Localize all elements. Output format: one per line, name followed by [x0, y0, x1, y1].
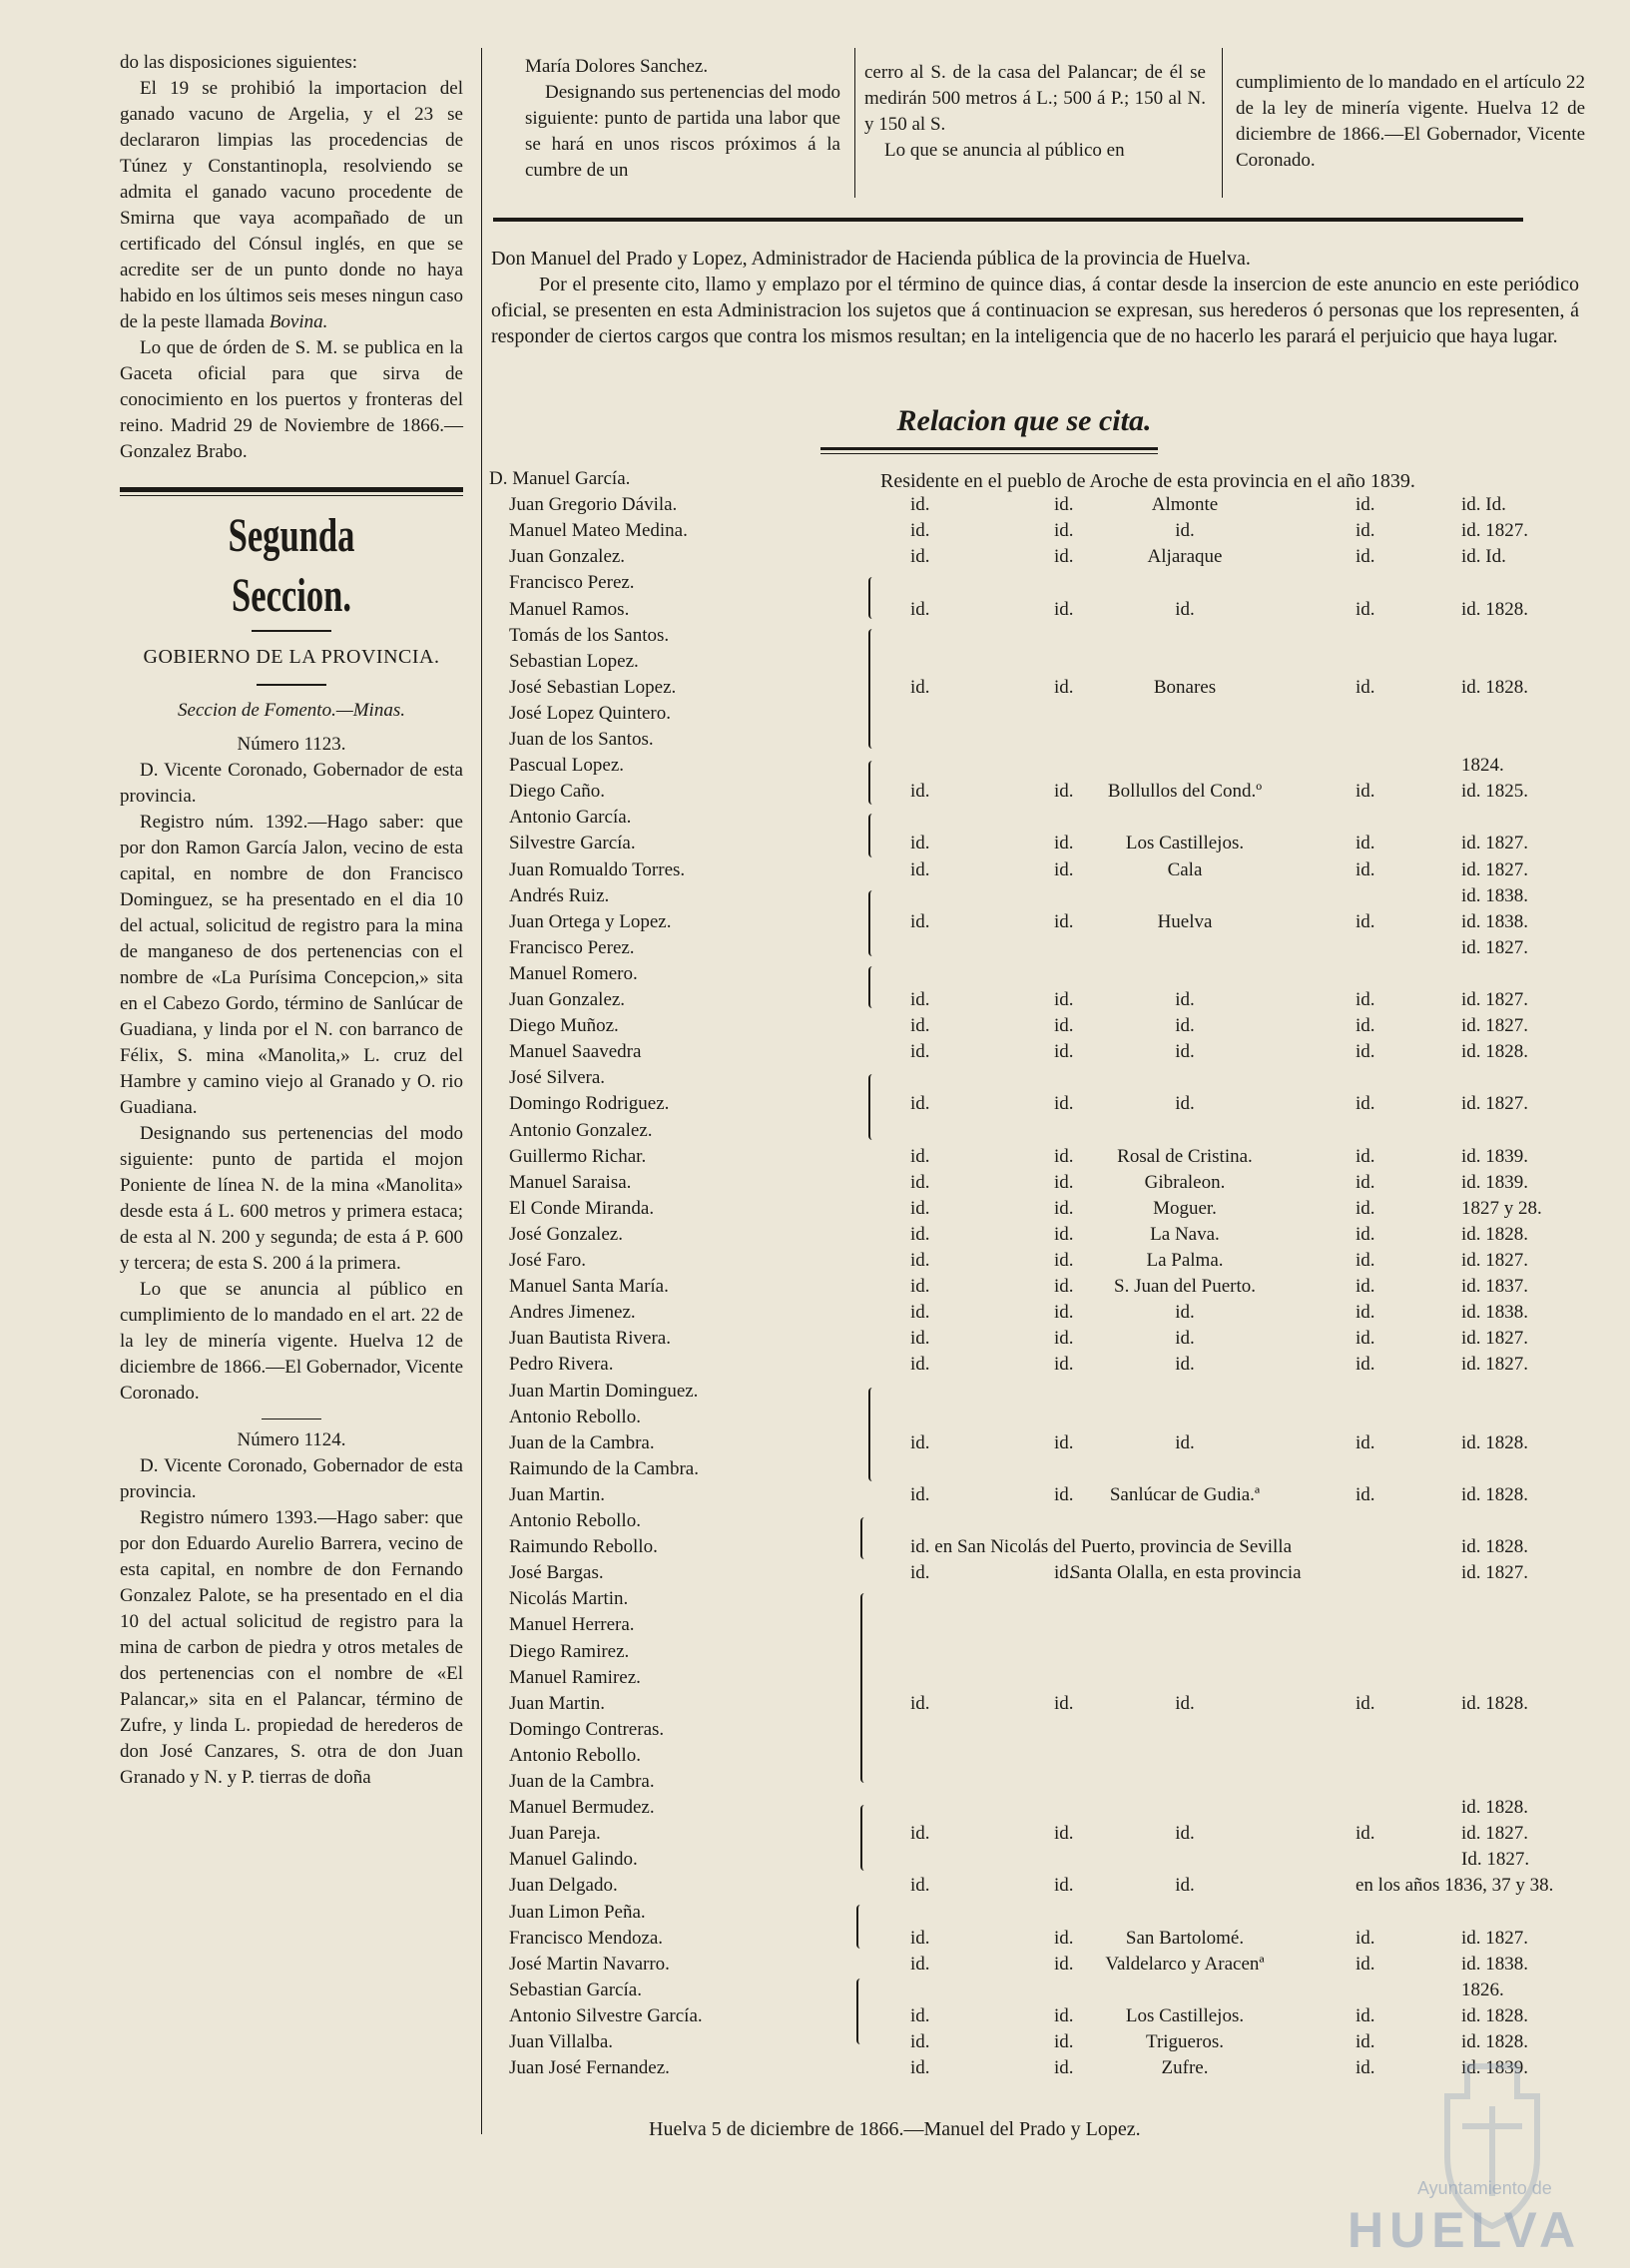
rel-col-a: id.: [910, 858, 930, 880]
rel-col-c: id.: [1175, 520, 1195, 542]
number-1124: Número 1124.: [237, 1429, 346, 1450]
rel-col-c: Cala: [1167, 858, 1203, 880]
rel-name: Juan Villalba.: [509, 2031, 614, 2052]
rel-col-a: id.: [910, 989, 930, 1010]
rel-name: Juan de la Cambra.: [509, 1431, 655, 1453]
rel-col-b: id.: [1054, 1953, 1074, 1975]
governor-1: D. Vicente Coronado, Gobernador de esta provincia.: [120, 760, 463, 807]
rel-col-d: id.: [1356, 1041, 1375, 1063]
rel-name: Manuel Santa María.: [509, 1276, 669, 1298]
col1-p2-italic: Bovina.: [269, 311, 328, 332]
rel-col-a: id.: [910, 1354, 930, 1376]
rel-col-e: id. 1827.: [1461, 1015, 1529, 1037]
governor-2: D. Vicente Coronado, Gobernador de esta provincia.: [120, 1455, 463, 1502]
rel-col-b: id.: [1054, 1483, 1074, 1505]
rel-name: Manuel Romero.: [509, 962, 638, 984]
rel-col-a: id.: [910, 598, 930, 620]
col1-p6: Lo que se anuncia al público en cumplimiento de lo mandado en el art. 22 de la ley de minería vigente. Huelva 12 de diciembre de 1866.—El Gobernador, Vicente Coronado.: [120, 1279, 463, 1404]
relation-title-rule-thin: [820, 453, 1158, 454]
rel-name: Juan Gonzalez.: [509, 546, 626, 568]
rel-col-c: Aljaraque: [1147, 546, 1223, 568]
rel-name: Manuel Saavedra: [509, 1041, 642, 1063]
rel-col-a: id. en San Nicolás del Puerto, provincia de Sevilla: [910, 1536, 1293, 1558]
rel-name: Juan José Fernandez.: [509, 2057, 670, 2079]
rel-col-b: id.: [1054, 546, 1074, 568]
rel-name: Sebastian García.: [509, 1979, 642, 2000]
rel-col-b: id.: [1054, 1145, 1074, 1167]
notice-body: Por el presente cito, llamo y emplazo por el término de quince dias, á contar desde la insercion de este anuncio en este periódico oficial, se presenten en esta Administracion los sujetos que á continuacion se expresan, sus herederos ó personas que los representen, á responder de ciertos cargos que contra los mismos resultan; en la inteligencia que de no hacerlo les parará el perjuicio que haya lugar.: [491, 274, 1579, 347]
rel-col-c: La Nava.: [1150, 1223, 1220, 1245]
rel-name: Silvestre García.: [509, 833, 636, 854]
column-2: [525, 54, 840, 184]
rel-col-d: id.: [1356, 1354, 1375, 1376]
rel-col-e: id. 1838.: [1461, 884, 1529, 906]
rel-col-a: id.: [910, 781, 930, 803]
rel-name: Manuel Saraisa.: [509, 1171, 632, 1193]
relation-header: Residente en el pueblo de Aroche de esta provincia en el año 1839.: [880, 470, 1415, 492]
rel-col-b: id.: [1054, 1223, 1074, 1245]
rel-col-a: id.: [910, 676, 930, 698]
column-1: [120, 50, 463, 1791]
short-rule: [262, 1418, 321, 1419]
rel-name: Domingo Rodriguez.: [509, 1093, 670, 1115]
rel-name: Juan Romualdo Torres.: [509, 858, 686, 880]
rel-col-a: id.: [910, 833, 930, 854]
column-rule: [854, 48, 855, 198]
rel-col-b: id.: [1054, 1015, 1074, 1037]
rel-col-d: id.: [1356, 546, 1375, 568]
rel-col-c: La Palma.: [1146, 1250, 1224, 1271]
rel-col-e: id. 1828.: [1461, 1483, 1529, 1505]
rel-name: Juan Limon Peña.: [509, 1901, 646, 1923]
rel-col-c: Sanlúcar de Gudia.ª: [1109, 1483, 1261, 1505]
rel-col-e: id. 1825.: [1461, 781, 1529, 803]
rel-col-b: id.: [1054, 494, 1074, 516]
rel-col-a: id.: [910, 1276, 930, 1298]
notice-head: Don Manuel del Prado y Lopez, Administrador de Hacienda pública de la provincia de Huelva.: [491, 248, 1251, 270]
rel-col-d: id.: [1356, 1692, 1375, 1714]
col1-p5: Designando sus pertenencias del modo siguiente: punto de partida el mojon Poniente de línea N. de la mina «Manolita» desde esta á L. 600 metros y primera estaca; de esta al N. 200 y segunda; de esta á P. 600 y tercera; de esta S. 200 á la primera.: [120, 1123, 463, 1274]
rel-name: Juan Gonzalez.: [509, 989, 626, 1010]
rel-col-a: id.: [910, 1562, 930, 1584]
rel-col-e: id. 1838.: [1461, 1953, 1529, 1975]
rel-col-e: id. Id.: [1461, 546, 1506, 568]
rel-col-a: id.: [910, 1093, 930, 1115]
brace: [856, 1979, 864, 2044]
rel-col-b: id.: [1054, 1093, 1074, 1115]
rel-col-e: id. 1828.: [1461, 598, 1529, 620]
rel-col-d: id.: [1356, 1276, 1375, 1298]
rel-name: Diego Caño.: [509, 781, 606, 803]
rel-name: Diego Ramirez.: [509, 1640, 630, 1662]
rel-name: José Bargas.: [509, 1562, 604, 1584]
rel-col-e: id. 1827.: [1461, 1927, 1529, 1949]
rel-col-a: id.: [910, 1483, 930, 1505]
rel-col-d: id.: [1356, 2004, 1375, 2026]
rel-col-a: id.: [910, 1431, 930, 1453]
rel-col-c: id.: [1175, 1875, 1195, 1897]
rel-col-b: id.: [1054, 1041, 1074, 1063]
rel-col-d: id.: [1356, 858, 1375, 880]
rel-col-e: id. Id.: [1461, 494, 1506, 516]
rel-col-e: id. 1839.: [1461, 1171, 1529, 1193]
rel-name: Antonio Rebollo.: [509, 1744, 641, 1766]
rel-col-e: id. 1827.: [1461, 936, 1529, 958]
rel-col-b: id.: [1054, 1927, 1074, 1949]
rel-name: Juan Pareja.: [509, 1823, 601, 1845]
rel-name: Manuel Herrera.: [509, 1614, 635, 1636]
rel-col-d: id.: [1356, 1223, 1375, 1245]
col2-p1: María Dolores Sanchez.: [525, 56, 709, 77]
rel-col-b: id.: [1054, 1276, 1074, 1298]
column-4: [1236, 70, 1585, 174]
column-rule: [481, 48, 482, 2134]
rel-col-b: id.: [1054, 1197, 1074, 1219]
rel-name: Raimundo de la Cambra.: [509, 1457, 699, 1479]
rel-col-d: id.: [1356, 1953, 1375, 1975]
rel-col-a: id.: [910, 1171, 930, 1193]
rel-col-e: id. 1827.: [1461, 1562, 1529, 1584]
rel-col-c: Moguer.: [1153, 1197, 1217, 1219]
rel-col-d: id.: [1356, 1145, 1375, 1167]
rel-name: Juan Delgado.: [509, 1875, 618, 1897]
col1-p1: do las disposiciones siguientes:: [120, 52, 358, 73]
rel-col-b: id.: [1054, 858, 1074, 880]
rel-col-e: 1826.: [1461, 1979, 1504, 2000]
rel-name: Manuel Ramirez.: [509, 1666, 641, 1688]
rel-name: Juan Ortega y Lopez.: [509, 910, 672, 932]
rel-col-c: id.: [1175, 989, 1195, 1010]
rel-name: Manuel Ramos.: [509, 598, 630, 620]
rel-col-a: id.: [910, 2057, 930, 2079]
rel-col-c: id.: [1175, 1093, 1195, 1115]
rel-col-b: id.: [1054, 1431, 1074, 1453]
col1-p4: Registro núm. 1392.—Hago saber: que por don Ramon García Jalon, vecino de esta capital, en nombre de don Francisco Dominguez, se ha presentado en el dia 10 del actual, solicitud de registro para la mina de manganeso de dos pertenencias con el nombre de «La Purísima Concepcion,» sita en el Cabezo Gordo, término de Sanlúcar de Guadiana, y linda por el N. con barranco de Félix, S. mina «Manolita,» L. cruz del Hambre y camino viejo al Granado y O. rio Guadiana.: [120, 812, 463, 1118]
rel-col-e: 1827 y 28.: [1461, 1197, 1542, 1219]
rel-name: Manuel Galindo.: [509, 1849, 638, 1871]
rel-col-e: id. 1827.: [1461, 1823, 1529, 1845]
rel-col-d: id.: [1356, 1483, 1375, 1505]
rel-col-d: id.: [1356, 1250, 1375, 1271]
rel-col-c: S. Juan del Puerto.: [1114, 1276, 1256, 1298]
rel-col-c: id.: [1175, 1431, 1195, 1453]
rel-col-a: id.: [910, 1041, 930, 1063]
rel-col-e: id. 1827.: [1461, 1250, 1529, 1271]
rel-name: José Sebastian Lopez.: [509, 676, 677, 698]
rel-col-a: id.: [910, 2031, 930, 2052]
rel-col-e: id. 1828.: [1461, 1692, 1529, 1714]
relation-title: Relacion que se cita.: [896, 404, 1152, 437]
rel-col-e: id. 1827.: [1461, 1093, 1529, 1115]
rel-col-c: Almonte: [1151, 494, 1219, 516]
rel-name: Andrés Ruiz.: [509, 884, 610, 906]
rel-name: José Lopez Quintero.: [509, 702, 671, 724]
brace: [868, 1388, 876, 1481]
rel-name: Juan Martin.: [509, 1692, 606, 1714]
rel-col-e: id. 1828.: [1461, 1536, 1529, 1558]
rel-name: Manuel Bermudez.: [509, 1797, 655, 1819]
rel-col-d: id.: [1356, 494, 1375, 516]
rel-col-c: Gibraleon.: [1144, 1171, 1226, 1193]
rel-col-d: id.: [1356, 676, 1375, 698]
rel-name: D. Manuel García.: [489, 468, 631, 489]
rel-col-c: Rosal de Cristina.: [1117, 1145, 1253, 1167]
rel-col-d: en los años 1836, 37 y 38.: [1356, 1875, 1554, 1897]
rel-col-c: Los Castillejos.: [1125, 833, 1245, 854]
rel-name: José Gonzalez.: [509, 1223, 623, 1245]
rel-col-c: Trigueros.: [1146, 2031, 1224, 2052]
rel-col-e: id. 1828.: [1461, 2004, 1529, 2026]
rel-col-e: id. 1838.: [1461, 910, 1529, 932]
rel-col-b: id.: [1054, 2057, 1074, 2079]
rel-col-d: id.: [1356, 1927, 1375, 1949]
rel-col-e: id. 1827.: [1461, 989, 1529, 1010]
rel-col-c: Bonares: [1153, 676, 1217, 698]
rel-name: José Faro.: [509, 1250, 587, 1271]
rel-col-a: id.: [910, 1145, 930, 1167]
rel-col-a: id.: [910, 2004, 930, 2026]
col1-p7: Registro número 1393.—Hago saber: que por don Eduardo Aurelio Barrera, vecino de esta capital, en nombre de don Fernando Gonzalez Palote, se ha presentado en el dia 10 del actual solicitud de registro para la mina de carbon de piedra y otros metales de dos pertenencias con el nombre de «El Palancar,» sita en el Palancar, término de Zufre, y linda L. propiedad de herederos de don José Canzares, S. otra de don Juan Granado y N. y P. tierras de doña: [120, 1507, 463, 1788]
hacienda-notice: [491, 246, 1579, 349]
rel-col-b: id.: [1054, 1692, 1074, 1714]
rel-col-d: id.: [1356, 1431, 1375, 1453]
col3-p2: Lo que se anuncia al público en: [884, 140, 1125, 161]
rel-name: Francisco Perez.: [509, 572, 635, 594]
rel-col-a: id.: [910, 1223, 930, 1245]
rel-name: Antonio Gonzalez.: [509, 1119, 653, 1141]
rel-col-c: id.: [1175, 1302, 1195, 1324]
rel-name: El Conde Miranda.: [509, 1197, 655, 1219]
rel-col-c: id.: [1175, 1041, 1195, 1063]
rel-col-b: id.: [1054, 1328, 1074, 1350]
rel-col-c: id.: [1175, 1354, 1195, 1376]
rel-col-c: id.: [1175, 1328, 1195, 1350]
rel-col-d: id.: [1356, 1015, 1375, 1037]
rel-col-c: id.: [1175, 1692, 1195, 1714]
rel-col-a: id.: [910, 1328, 930, 1350]
rel-col-e: id. 1828.: [1461, 1223, 1529, 1245]
rel-name: Diego Muñoz.: [509, 1015, 619, 1037]
gov-title: GOBIERNO DE LA PROVINCIA.: [143, 646, 440, 668]
subsection-title: Seccion de Fomento.—Minas.: [178, 700, 405, 721]
rel-col-b: id.: [1054, 1823, 1074, 1845]
rel-name: Tomás de los Santos.: [509, 624, 670, 646]
rel-col-a: id.: [910, 1197, 930, 1219]
brace: [868, 814, 876, 857]
rel-col-e: Id. 1827.: [1461, 1849, 1530, 1871]
rel-name: Nicolás Martin.: [509, 1588, 629, 1610]
rel-col-d: id.: [1356, 2031, 1375, 2052]
rel-name: Antonio Rebollo.: [509, 1406, 641, 1427]
rel-col-b: id.: [1054, 676, 1074, 698]
brace: [868, 1074, 876, 1140]
col1-p3: Lo que de órden de S. M. se publica en la Gaceta oficial para que sirva de conocimiento en los puertos y fronteras del reino. Madrid 29 de Noviembre de 1866.—Gonzalez Brabo.: [120, 337, 463, 462]
rel-col-d: id.: [1356, 1197, 1375, 1219]
rel-col-d: id.: [1356, 598, 1375, 620]
rel-col-e: id. 1839.: [1461, 1145, 1529, 1167]
rel-name: Francisco Perez.: [509, 936, 635, 958]
rel-col-d: id.: [1356, 1823, 1375, 1845]
rel-col-d: id.: [1356, 989, 1375, 1010]
col2-p2: Designando sus pertenencias del modo siguiente: punto de partida una labor que se hará en unos riscos próximos á la cumbre de un: [525, 82, 840, 181]
rel-col-c: id.: [1175, 1823, 1195, 1845]
rel-col-c: Zufre.: [1161, 2057, 1209, 2079]
brace: [860, 1593, 868, 1783]
rel-col-a: id.: [910, 910, 930, 932]
rel-name: Manuel Mateo Medina.: [509, 520, 688, 542]
rel-col-a: id.: [910, 1875, 930, 1897]
rel-col-b: id.: [1054, 1562, 1074, 1584]
rel-name: Antonio Silvestre García.: [509, 2004, 703, 2026]
section-title: Segunda Seccion.: [228, 509, 355, 622]
brace: [860, 1517, 868, 1559]
rel-col-b: id.: [1054, 989, 1074, 1010]
rel-name: Andres Jimenez.: [509, 1302, 636, 1324]
signature-line: Huelva 5 de diciembre de 1866.—Manuel del Prado y Lopez.: [649, 2118, 1141, 2140]
rel-col-e: id. 1828.: [1461, 1797, 1529, 1819]
rel-col-e: id. 1827.: [1461, 520, 1529, 542]
rel-name: Domingo Contreras.: [509, 1718, 665, 1740]
rel-col-e: id. 1827.: [1461, 1354, 1529, 1376]
rel-col-c: San Bartolomé.: [1125, 1927, 1245, 1949]
rel-col-a: id.: [910, 1250, 930, 1271]
rel-col-c: Los Castillejos.: [1125, 2004, 1245, 2026]
rel-col-d: id.: [1356, 520, 1375, 542]
rel-col-a: id.: [910, 1015, 930, 1037]
brace: [868, 577, 876, 619]
brace: [856, 1905, 864, 1949]
rel-col-e: id. 1828.: [1461, 1041, 1529, 1063]
section-divider: [120, 487, 463, 496]
rel-col-a: id.: [910, 1823, 930, 1845]
brace: [868, 966, 876, 1008]
watermark-org-big: HUELVA: [1348, 2202, 1582, 2258]
rel-col-a: id.: [910, 1953, 930, 1975]
rel-col-c: Bollullos del Cond.º: [1107, 781, 1263, 803]
notice-top-rule: [493, 218, 1523, 222]
rel-col-b: id.: [1054, 910, 1074, 932]
number-1123: Número 1123.: [237, 734, 346, 755]
rel-col-d: id.: [1356, 910, 1375, 932]
rel-col-b: id.: [1054, 1354, 1074, 1376]
rel-col-c: Valdelarco y Aracenª: [1105, 1953, 1265, 1975]
col1-p2-text: El 19 se prohibió la importacion del ganado vacuno de Argelia, y el 23 se declararon limpias las procedencias de Túnez y Constantinopla, resolviendo se admita el ganado vacuno procedente de Smirna que vaya acompañado de un certificado del Cónsul inglés, en que se acredite ser de un punto donde no haya habido en los últimos seis meses ningun caso de la peste llamada: [120, 78, 463, 332]
rel-col-a: id.: [910, 546, 930, 568]
rel-col-b: id.: [1054, 1250, 1074, 1271]
rel-col-a: id.: [910, 520, 930, 542]
rel-name: Pedro Rivera.: [509, 1354, 614, 1376]
rel-col-e: id. 1828.: [1461, 676, 1529, 698]
rel-name: Antonio Rebollo.: [509, 1510, 641, 1531]
rel-col-c: id.: [1175, 598, 1195, 620]
rel-col-e: id. 1828.: [1461, 1431, 1529, 1453]
relation-title-rule: [820, 447, 1158, 450]
rel-col-e: id. 1839.: [1461, 2057, 1529, 2079]
rel-col-b: id.: [1054, 1302, 1074, 1324]
title-underline: [252, 630, 331, 632]
rel-col-a: id.: [910, 1302, 930, 1324]
rel-col-b: id.: [1054, 520, 1074, 542]
column-rule: [1222, 48, 1223, 198]
rel-name: Juan Martin Dominguez.: [509, 1380, 699, 1402]
watermark-org-small: Ayuntamiento de: [1417, 2178, 1552, 2198]
rel-col-d: id.: [1356, 1171, 1375, 1193]
gov-underline: [257, 684, 326, 686]
rel-col-e: id. 1837.: [1461, 1276, 1529, 1298]
rel-col-e: id. 1827.: [1461, 833, 1529, 854]
rel-col-d: id.: [1356, 1093, 1375, 1115]
rel-col-e: id. 1827.: [1461, 1328, 1529, 1350]
brace: [868, 761, 876, 805]
rel-name: Antonio García.: [509, 807, 632, 829]
rel-col-e: id. 1838.: [1461, 1302, 1529, 1324]
rel-col-d: id.: [1356, 833, 1375, 854]
rel-name: José Martin Navarro.: [509, 1953, 670, 1975]
rel-col-c: Santa Olalla, en esta provincia: [1070, 1562, 1302, 1584]
brace: [868, 629, 876, 749]
col1-p2: [120, 76, 463, 335]
rel-col-c: Huelva: [1157, 910, 1213, 932]
brace: [868, 890, 876, 956]
rel-name: Juan Bautista Rivera.: [509, 1328, 671, 1350]
rel-name: Juan Martin.: [509, 1483, 606, 1505]
rel-name: Juan de la Cambra.: [509, 1771, 655, 1792]
rel-name: Guillermo Richar.: [509, 1145, 647, 1167]
rel-name: Raimundo Rebollo.: [509, 1536, 658, 1558]
rel-col-a: id.: [910, 1927, 930, 1949]
column-3: [864, 60, 1206, 164]
rel-col-b: id.: [1054, 2004, 1074, 2026]
rel-col-d: id.: [1356, 1302, 1375, 1324]
rel-col-b: id.: [1054, 598, 1074, 620]
rel-col-b: id.: [1054, 781, 1074, 803]
rel-name: Pascual Lopez.: [509, 755, 625, 777]
rel-col-b: id.: [1054, 2031, 1074, 2052]
rel-col-a: id.: [910, 494, 930, 516]
rel-name: José Silvera.: [509, 1067, 606, 1089]
rel-col-a: id.: [910, 1692, 930, 1714]
rel-col-e: 1824.: [1461, 755, 1504, 777]
col3-p1: cerro al S. de la casa del Palancar; de él se medirán 500 metros á L.; 500 á P.; 150 al N. y 150 al S.: [864, 62, 1206, 135]
rel-name: Juan de los Santos.: [509, 729, 654, 750]
rel-col-e: id. 1827.: [1461, 858, 1529, 880]
rel-col-d: id.: [1356, 781, 1375, 803]
rel-name: Francisco Mendoza.: [509, 1927, 664, 1949]
rel-col-b: id.: [1054, 1875, 1074, 1897]
rel-name: Juan Gregorio Dávila.: [509, 494, 678, 516]
rel-col-c: id.: [1175, 1015, 1195, 1037]
rel-col-b: id.: [1054, 1171, 1074, 1193]
rel-col-b: id.: [1054, 833, 1074, 854]
rel-name: Sebastian Lopez.: [509, 650, 639, 672]
rel-col-e: id. 1828.: [1461, 2031, 1529, 2052]
brace: [860, 1805, 868, 1871]
rel-col-d: id.: [1356, 1328, 1375, 1350]
col4-p1: cumplimiento de lo mandado en el artículo 22 de la ley de minería vigente. Huelva 12 de diciembre de 1866.—El Gobernador, Vicente Coronado.: [1236, 72, 1585, 171]
rel-col-d: id.: [1356, 2057, 1375, 2079]
